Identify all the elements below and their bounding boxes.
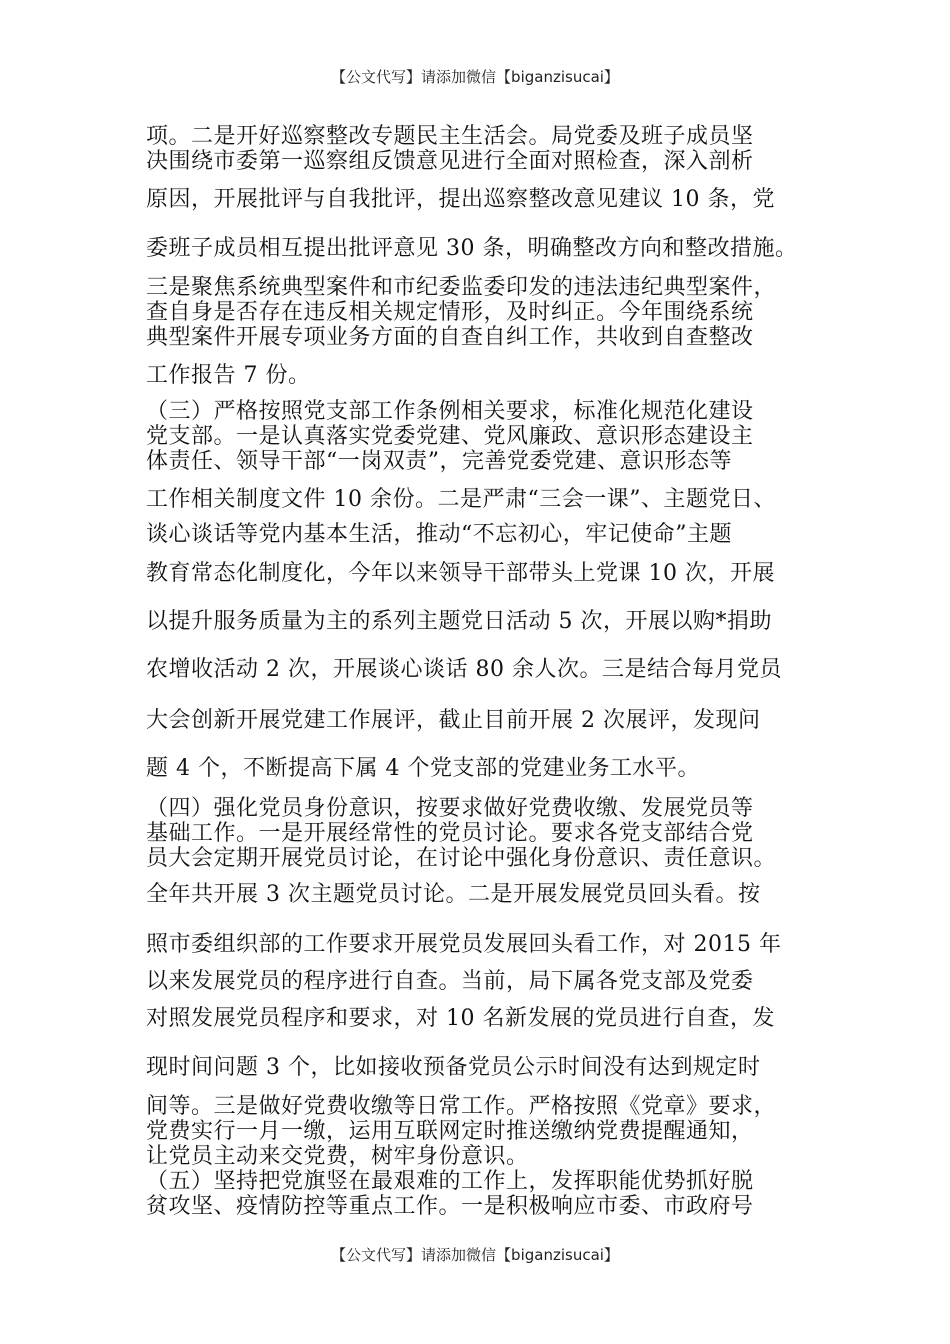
text-line: 项。二是开好巡察整改专题民主生活会。局党委及班子成员坚 xyxy=(146,124,754,149)
page-footer: 【公文代写】请添加微信【biganzisucai】 xyxy=(331,1246,619,1264)
text-line: 基础工作。一是开展经常性的党员讨论。要求各党支部结合党 xyxy=(146,821,754,846)
text-line: 原因，开展批评与自我批评，提出巡察整改意见建议 10 条，党 xyxy=(146,187,775,212)
text-line: 典型案件开展专项业务方面的自查自纠工作，共收到自查整改 xyxy=(146,325,754,350)
text-line: （四）强化党员身份意识，按要求做好党费收缴、发展党员等 xyxy=(146,796,754,821)
text-line: 大会创新开展党建工作展评，截止目前开展 2 次展评，发现问 xyxy=(146,708,761,733)
text-line: 题 4 个，不断提高下属 4 个党支部的党建业务工水平。 xyxy=(146,756,700,781)
text-line: 照市委组织部的工作要求开展党员发展回头看工作，对 2015 年 xyxy=(146,932,782,957)
text-line: 委班子成员相互提出批评意见 30 条，明确整改方向和整改措施。 xyxy=(146,236,798,261)
text-line: 农增收活动 2 次，开展谈心谈话 80 余人次。三是结合每月党员 xyxy=(146,657,782,682)
text-line: 三是聚焦系统典型案件和市纪委监委印发的违法违纪典型案件， xyxy=(146,275,777,300)
page-header: 【公文代写】请添加微信【biganzisucai】 xyxy=(331,68,619,86)
text-line: （五）坚持把党旗竖在最艰难的工作上，发挥职能优势抓好脱 xyxy=(146,1169,754,1194)
text-line: 贫攻坚、疫情防控等重点工作。一是积极响应市委、市政府号 xyxy=(146,1194,754,1219)
text-line: 现时间问题 3 个，比如接收预备党员公示时间没有达到规定时 xyxy=(146,1055,761,1080)
text-line: 以提升服务质量为主的系列主题党日活动 5 次，开展以购*捐助 xyxy=(146,609,772,634)
text-line: 工作报告 7 份。 xyxy=(146,363,311,388)
text-line: 决围绕市委第一巡察组反馈意见进行全面对照检查，深入剖析 xyxy=(146,149,754,174)
text-line: （三）严格按照党支部工作条例相关要求，标准化规范化建设 xyxy=(146,399,754,424)
text-line: 全年共开展 3 次主题党员讨论。二是开展发展党员回头看。按 xyxy=(146,882,761,907)
text-line: 党费实行一月一缴，运用互联网定时推送缴纳党费提醒通知， xyxy=(146,1119,754,1144)
text-line: 党支部。一是认真落实党委党建、党风廉政、意识形态建设主 xyxy=(146,424,754,449)
text-line: 让党员主动来交党费，树牢身份意识。 xyxy=(146,1144,529,1169)
text-line: 工作相关制度文件 10 余份。二是严肃“三会一课”、主题党日、 xyxy=(146,487,776,512)
text-line: 体责任、领导干部“一岗双责”，完善党委党建、意识形态等 xyxy=(146,449,732,474)
text-line: 教育常态化制度化，今年以来领导干部带头上党课 10 次，开展 xyxy=(146,561,775,586)
text-line: 对照发展党员程序和要求，对 10 名新发展的党员进行自查，发 xyxy=(146,1006,775,1031)
text-line: 谈心谈话等党内基本生活，推动“不忘初心，牢记使命”主题 xyxy=(146,522,732,547)
text-line: 以来发展党员的程序进行自查。当前，局下属各党支部及党委 xyxy=(146,969,754,994)
text-line: 员大会定期开展党员讨论，在讨论中强化身份意识、责任意识。 xyxy=(146,846,777,871)
text-line: 间等。三是做好党费收缴等日常工作。严格按照《党章》要求， xyxy=(146,1094,777,1119)
text-line: 查自身是否存在违反相关规定情形，及时纠正。今年围绕系统 xyxy=(146,300,754,325)
